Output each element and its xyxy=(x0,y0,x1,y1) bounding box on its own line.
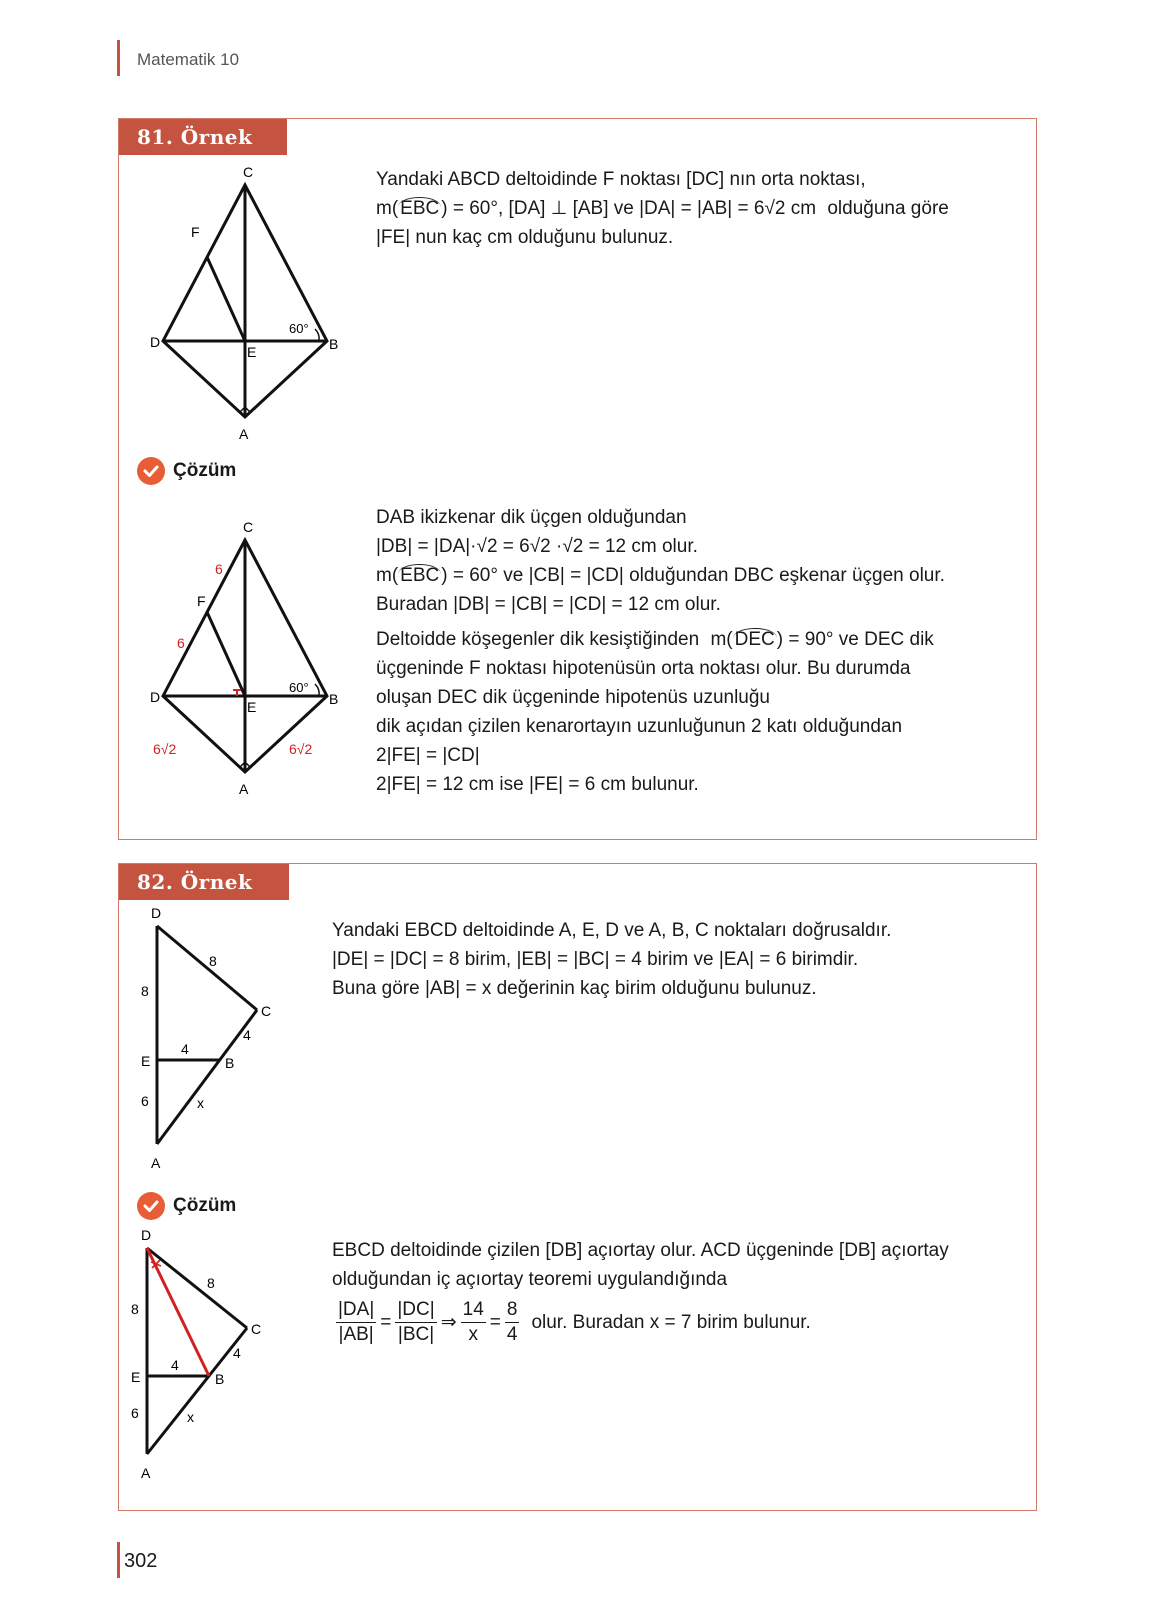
fig82-label-eb: 4 xyxy=(181,1041,189,1057)
example-81-tag: 81. Örnek xyxy=(119,119,287,155)
solution-line-2: olduğundan iç açıortay teoremi uygulandığında xyxy=(332,1269,728,1290)
solution-line-4: Buradan |DB| = |CB| = |CD| = 12 cm olur. xyxy=(376,594,721,615)
arc-dec: DEC xyxy=(734,629,775,650)
fraction-14-x: $\frac{14}{x}$ xyxy=(462,1299,484,1345)
fig1-label-f: F xyxy=(191,224,200,240)
fig82s-label-ea: 6 xyxy=(131,1405,139,1421)
example-81-solution xyxy=(376,503,945,799)
bisector-formula xyxy=(332,1298,949,1347)
fig82-label-ea: 6 xyxy=(141,1093,149,1109)
fig82-label-x: x xyxy=(197,1095,204,1111)
solution-line-5 xyxy=(376,625,945,654)
fig2-label-e: E xyxy=(247,699,257,715)
fig82-label-cb: 4 xyxy=(243,1027,251,1043)
equals-sign: = xyxy=(380,1312,392,1333)
equals-sign: = xyxy=(489,1312,501,1333)
fig82s-label-x: x xyxy=(187,1409,194,1425)
problem-line-3: Buna göre |AB| = x değerinin kaç birim olduğunu bulunuz. xyxy=(332,978,817,999)
example-81-figure xyxy=(149,159,349,449)
example-82-solution-heading xyxy=(137,1192,236,1220)
problem-line-1: Yandaki EBCD deltoidinde A, E, D ve A, B, C noktaları doğrusaldır. xyxy=(332,920,892,941)
fraction-8-4: $\frac{8}{4}$ xyxy=(506,1299,518,1345)
problem-math-rest: ) = 60°, [DA] ⊥ [AB] ve |DA| = |AB| = 6√2 cm xyxy=(441,198,817,219)
fig2-label-ab: 6√2 xyxy=(289,741,313,757)
fig82s-label-a: A xyxy=(141,1465,151,1481)
fig82-label-d: D xyxy=(151,906,162,921)
example-81-solution-heading xyxy=(137,457,236,485)
problem-line-3: |FE| nun kaç cm olduğunu bulunuz. xyxy=(376,227,674,248)
fig82s-label-c: C xyxy=(251,1321,262,1337)
fig82-label-a: A xyxy=(151,1155,161,1171)
fig82s-label-e: E xyxy=(131,1369,141,1385)
fig82s-label-cb: 4 xyxy=(233,1345,241,1361)
problem-line-2 xyxy=(376,194,949,223)
fig2-label-fc: 6 xyxy=(215,561,223,577)
fig1-label-d: D xyxy=(150,334,161,350)
measure-prefix: m( xyxy=(710,629,733,650)
measure-prefix: m( xyxy=(376,565,399,586)
fig2-label-a: A xyxy=(239,781,249,797)
fig82s-label-d: D xyxy=(141,1228,152,1243)
fig2-label-b: B xyxy=(329,691,339,707)
page-number: 302 xyxy=(124,1550,158,1572)
fig82-label-b: B xyxy=(225,1055,235,1071)
fig82s-label-de: 8 xyxy=(131,1301,139,1317)
solution-line-5-head: Deltoidde köşegenler dik kesiştiğinden xyxy=(376,629,700,650)
example-82-figure xyxy=(133,906,293,1176)
solution-math1-rest: ) = 60° ve |CB| = |CD| olduğundan DBC eşkenar üçgen olur. xyxy=(441,565,945,586)
fig82-label-dc: 8 xyxy=(209,953,217,969)
fig2-label-f: F xyxy=(197,593,206,609)
implies-sign: ⇒ xyxy=(440,1312,457,1333)
fig2-label-d: D xyxy=(150,689,161,705)
measure-prefix: m( xyxy=(376,198,399,219)
problem-line-2: |DE| = |DC| = 8 birim, |EB| = |BC| = 4 birim ve |EA| = 6 birimdir. xyxy=(332,949,859,970)
solution-line-2: |DB| = |DA|·√2 = 6√2 ·√2 = 12 cm olur. xyxy=(376,536,698,557)
solution-line-1: EBCD deltoidinde çizilen [DB] açıortay olur. ACD üçgeninde [DB] açıortay xyxy=(332,1240,949,1261)
fig1-label-c: C xyxy=(243,164,254,180)
fig1-angle-label: 60° xyxy=(289,321,309,336)
footer-rule xyxy=(117,1542,120,1578)
example-82-solution xyxy=(332,1236,949,1347)
solution-math2-rest: ) = 90° ve DEC dik xyxy=(776,629,934,650)
solution-label: Çözüm xyxy=(173,1195,237,1216)
formula-tail: olur. Buradan x = 7 birim bulunur. xyxy=(531,1312,811,1333)
fig82s-label-eb: 4 xyxy=(171,1357,179,1373)
solution-label: Çözüm xyxy=(173,460,237,481)
example-81-box xyxy=(118,118,1037,840)
problem-line-2-tail: olduğuna göre xyxy=(827,198,949,219)
check-icon xyxy=(137,457,165,485)
fig82s-label-b: B xyxy=(215,1371,225,1387)
fraction-dc-bc: $\frac{|DC|}{|BC|}$ xyxy=(397,1299,435,1345)
fig1-label-b: B xyxy=(329,336,339,352)
fig82-label-de: 8 xyxy=(141,983,149,999)
solution-line-8: dik açıdan çizilen kenarortayın uzunluğunun 2 katı olduğundan xyxy=(376,716,903,737)
solution-line-9: 2|FE| = |CD| xyxy=(376,745,480,766)
fig1-label-a: A xyxy=(239,426,249,442)
problem-line-1: Yandaki ABCD deltoidinde F noktası [DC] nın orta noktası, xyxy=(376,169,866,190)
fig2-label-da: 6√2 xyxy=(153,741,177,757)
fig82s-label-dc: 8 xyxy=(207,1275,215,1291)
arc-ebc: EBC xyxy=(400,565,440,586)
solution-line-6: üçgeninde F noktası hipotenüsün orta noktası olur. Bu durumda xyxy=(376,658,911,679)
example-81-solution-figure xyxy=(149,514,349,804)
fig1-label-e: E xyxy=(247,344,257,360)
fig2-label-df: 6 xyxy=(177,635,185,651)
header-rule xyxy=(117,40,120,76)
solution-line-7: oluşan DEC dik üçgeninde hipotenüs uzunluğu xyxy=(376,687,770,708)
book-title: Matematik 10 xyxy=(137,50,240,69)
example-82-tag: 82. Örnek xyxy=(119,864,289,900)
example-82-solution-figure xyxy=(123,1228,283,1498)
arc-ebc: EBC xyxy=(400,198,440,219)
example-82-box xyxy=(118,863,1037,1511)
example-82-problem xyxy=(332,916,891,1003)
solution-line-10: 2|FE| = 12 cm ise |FE| = 6 cm bulunur. xyxy=(376,774,699,795)
fig2-angle-label: 60° xyxy=(289,680,309,695)
fig82-label-e: E xyxy=(141,1053,151,1069)
example-81-problem xyxy=(376,165,949,252)
solution-line-1: DAB ikizkenar dik üçgen olduğundan xyxy=(376,507,687,528)
check-icon xyxy=(137,1192,165,1220)
fraction-da-ab: $\frac{|DA|}{|AB|}$ xyxy=(338,1299,375,1345)
fig2-label-c: C xyxy=(243,519,254,535)
solution-line-3 xyxy=(376,561,945,590)
fig82-label-c: C xyxy=(261,1003,272,1019)
